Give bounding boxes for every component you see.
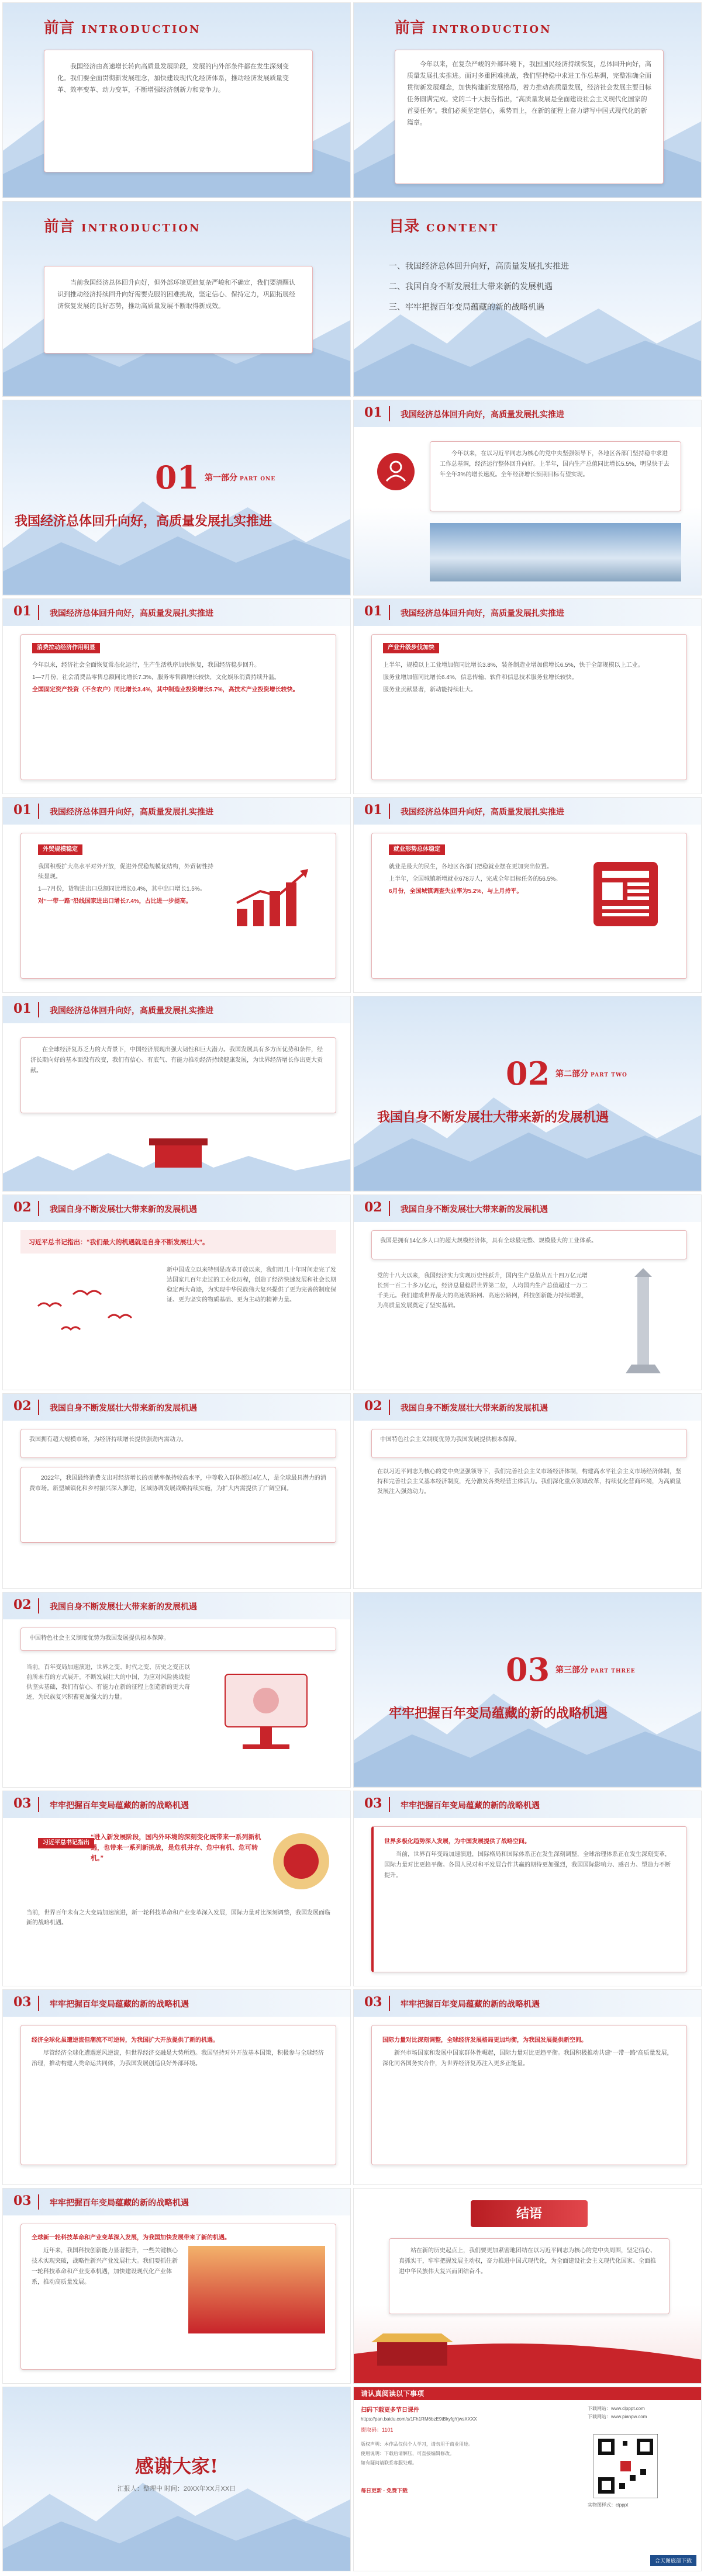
list-item: 6月份，全国城镇调查失业率为5.2%，与上月持平。 (389, 888, 523, 895)
slide-header: 03 牢牢把握百年变局蕴藏的新的战略机遇 (354, 1791, 701, 1818)
content-card (20, 2224, 336, 2370)
content-card (20, 634, 336, 780)
thanks-title: 感谢大家! (134, 2455, 219, 2477)
body-text: 当前，百年变局加速演进，世界之变、时代之变、历史之变正以前所未有的方式展开。不断发展壮大的中国，为应对风险挑战提供坚实基础，我们有信心、有能力在新的征程上创造新的更大奇迹，为民族复兴积蓄更加强大的力量。 (26, 1664, 190, 1701)
document-icon (588, 856, 664, 932)
slide-19[interactable] (2, 1791, 351, 1986)
slide-title: 结语 (516, 2206, 542, 2221)
landscape-photo (430, 523, 681, 581)
body-text: 当前，世界百年未有之大变局加速演进，新一轮科技革命和产业变革深入发展，国际力量对比深刻调整，我国发展面临新的战略机遇。 (26, 1910, 330, 1926)
body-text: 新中国成立以来特别是改革开放以来，我们用几十年时间走完了发达国家几百年走过的工业化历程，创造了经济快速发展和社会长期稳定两大奇迹，为实现中华民族伟大复兴提供了更为完善的制度保证、更为坚实的物质基础、更为主动的精神力量。 (167, 1267, 336, 1303)
title-ribbon (471, 2200, 588, 2227)
slide-header: 03 牢牢把握百年变局蕴藏的新的战略机遇 (3, 1791, 350, 1818)
extract-code: 提取码：1101 (361, 2427, 394, 2433)
slide-11[interactable] (2, 996, 351, 1192)
body-text: 2022年，我国最终消费支出对经济增长的贡献率保持较高水平，中等收入群体超过4亿人，是全球最具潜力的消费市场。新型城镇化和乡村振兴深入推进，区域协调发展战略持续实施，为扩大内需提供了广阔空间。 (29, 1475, 326, 1492)
slide-5[interactable] (2, 400, 351, 595)
list-item: 上半年，全国城镇新增就业678万人，完成全年目标任务的56.5%。 (389, 876, 562, 882)
body-text: 当前，世界百年变局加速演进，国际格局和国际体系正在发生深刻调整，全球治理体系正在发生深刻变革，国际力量对比更趋平衡。各国人民对和平发展合作共赢的期待更加强烈，我国国际影响力、感召力、塑造力不断提升。 (384, 1851, 671, 1879)
download-heading: 扫码下载更多节日课件 (361, 2407, 419, 2414)
slide-header: 01 我国经济总体回升向好，高质量发展扎实推进 (3, 798, 350, 825)
body-text: 今年以来，在以习近平同志为核心的党中央坚强领导下，各地区各部门坚持稳中求进工作总基调，经济运行整体回升向好。上半年，国内生产总值同比增长5.5%，明显快于去年全年3%的增长速度。全年经济增长预期目标有望实现。 (440, 451, 670, 478)
site-list (588, 2405, 647, 2421)
section-title: 我国自身不断发展壮大带来新的发展机遇 (377, 1110, 609, 1125)
tag-label: 产业升级步伐加快 (383, 643, 439, 653)
section-number: 03 (506, 1651, 550, 1688)
quote-banner (20, 1230, 336, 1254)
body-text: 尽管经济全球化遭遇逆风逆流，但世界经济交融是大势所趋。我国坚持对外开放基本国策，积极参与全球经济治理，推动构建人类命运共同体，为我国发展创造良好外部环境。 (32, 2050, 324, 2067)
list-item: 使用说明：下载后请解压，可直接编辑修改。 (361, 2451, 454, 2456)
list-item: 我国积极扩大高水平对外开放，促进外贸稳规模优结构，外贸韧性持续显现。 (38, 864, 213, 880)
content-card (430, 441, 681, 511)
summary-text: 中国特色社会主义制度优势为我国发展提供根本保障。 (380, 1436, 520, 1443)
body-text: 党的十八大以来，我国经济实力实现历史性跃升，国内生产总值从五十四万亿元增长到一百二十多万亿元，经济总量稳居世界第二位，人均国内生产总值超过一万二千美元。我们建成世界最大的高速铁路网、高速公路网，科技创新能力持续增强，为高质量发展奠定了坚实基础。 (377, 1273, 588, 1309)
content-card (20, 1467, 336, 1543)
slide-6[interactable] (353, 400, 702, 595)
tag-label: 消费拉动经济作用明显 (32, 643, 100, 653)
slide-16[interactable] (353, 1393, 702, 1589)
slide-7[interactable] (2, 598, 351, 794)
section-number: 01 (155, 459, 199, 496)
content-card (44, 50, 313, 172)
slide-14[interactable] (353, 1194, 702, 1390)
slide-12[interactable] (353, 996, 702, 1192)
section-title: 牢牢把握百年变局蕴藏的新的战略机遇 (389, 1706, 608, 1721)
toc-item-2[interactable]: 二、我国自身不断发展壮大带来新的发展机遇 (389, 282, 553, 291)
slide-header: 02 我国自身不断发展壮大带来新的发展机遇 (354, 1394, 701, 1421)
bullet-list (383, 660, 675, 697)
body-text: 在以习近平同志为核心的党中央坚强领导下，我们完善社会主义市场经济体制，构建高水平社会主义市场经济体制，坚持和完善社会主义基本经济制度，充分激发各类经营主体活力。我们深化重点领域改革，持续优化营商环境，为高质量发展注入强劲动力。 (377, 1469, 681, 1495)
list-item: 版权声明：本作品仅供个人学习，请勿用于商业用途。 (361, 2442, 473, 2447)
slide-title: 前言 INTRODUCTION (44, 218, 201, 236)
list-item: 上半年，规模以上工业增加值同比增长3.8%，装备制造业增加值增长6.5%，快于全部规模以上工业。 (383, 662, 644, 669)
slide-title: 前言 INTRODUCTION (395, 19, 552, 37)
body-text: 近年来，我国科技创新能力显著提升，一些关键核心技术实现突破，战略性新兴产业发展壮大。我们要抓住新一轮科技革命和产业变革机遇，加快建设现代化产业体系，推动高质量发展。 (32, 2248, 178, 2286)
body-text: 新兴市场国家和发展中国家群体性崛起，国际力量对比更趋平衡。我国积极推动共建“一带一路”高质量发展，深化同各国务实合作，为世界经济复苏注入更多正能量。 (382, 2050, 673, 2067)
slide-10[interactable] (353, 797, 702, 993)
list-item: 如有疑问请联系客服处理。 (361, 2460, 417, 2466)
slide-4[interactable] (353, 201, 702, 397)
notice-title: 请认真阅读以下事项 (361, 2390, 425, 2398)
slide-header: 01 我国经济总体回升向好，高质量发展扎实推进 (354, 798, 701, 825)
slide-header: 01 我国经济总体回升向好，高质量发展扎实推进 (354, 599, 701, 626)
bullet-list (38, 862, 213, 909)
quote-text: 习近平总书记指出：“我们最大的机遇就是自身不断发展壮大”。 (29, 1239, 209, 1246)
growth-chart-icon (231, 862, 319, 932)
body-text: 站在新的历史起点上，我们要更加紧密地团结在以习近平同志为核心的党中央周围，坚定信心、真抓实干，牢牢把握发展主动权，奋力推进中国式现代化，为全面建设社会主义现代化国家、全面推进中华民族伟大复兴而团结奋斗。 (399, 2248, 656, 2275)
monument-illustration (605, 1265, 681, 1376)
slide-1[interactable] (2, 2, 351, 198)
list-item: 就业是最大的民生，各地区各部门把稳就业摆在更加突出位置。 (389, 864, 553, 870)
qr-caption: 实物图样式：clpppt (588, 2502, 629, 2508)
slide-2[interactable] (353, 2, 702, 198)
content-card (395, 50, 664, 184)
notice-header (354, 2387, 701, 2400)
mountain-bg (354, 279, 701, 396)
slide-17[interactable] (2, 1592, 351, 1788)
site-link[interactable]: 下载网站：www.pianpw.com (588, 2414, 647, 2419)
content-card (371, 1826, 687, 1972)
slide-15[interactable] (2, 1393, 351, 1589)
section-part: 第三部分 PART THREE (555, 1666, 636, 1675)
slide-title: 目录 CONTENT (389, 218, 499, 236)
slide-26[interactable] (353, 2387, 702, 2571)
user-icon (377, 453, 415, 490)
toc-item-1[interactable]: 一、我国经济总体回升向好，高质量发展扎实推进 (389, 261, 569, 271)
list-item: 服务业贡献显著，新动能持续壮大。 (383, 687, 477, 693)
list-item: 今年以来，经济社会全面恢复常态化运行，生产生活秩序加快恢复，我国经济稳步回升。 (32, 662, 260, 669)
quote-text: “进入新发展阶段，国内外环境的深刻变化既带来一系列新机遇，也带来一系列新挑战，是危机并存、危中有机、危可转机。” (91, 1834, 261, 1862)
slide-header: 03 牢牢把握百年变局蕴藏的新的战略机遇 (354, 1990, 701, 2017)
city-skyline (3, 1121, 351, 1191)
content-card (389, 2238, 670, 2314)
birds-illustration (26, 1271, 155, 1359)
section-title: 我国经济总体回升向好，高质量发展扎实推进 (15, 514, 272, 529)
summary-card (20, 1628, 336, 1651)
summary-card (371, 1429, 687, 1458)
emblem-illustration (266, 1826, 336, 1896)
download-badge[interactable]: 合天图底部下载 (650, 2555, 696, 2566)
bullet-list (389, 862, 564, 899)
slide-title: 前言 INTRODUCTION (44, 19, 201, 37)
summary-text: 中国特色社会主义制度优势为我国发展提供根本保障。 (29, 1635, 170, 1642)
tag-label: 习近平总书记指出 (38, 1838, 94, 1848)
point-heading: 经济全球化虽遭逆流但潮流不可逆转，为我国扩大开放提供了新的机遇。 (32, 2037, 219, 2044)
slide-20[interactable] (353, 1791, 702, 1986)
section-part: 第二部分 PART TWO (555, 1069, 627, 1079)
slide-header: 02 我国自身不断发展壮大带来新的发展机遇 (3, 1195, 350, 1222)
list-item: 对“一带一路”沿线国家进出口增长7.4%，占比进一步提高。 (38, 898, 192, 905)
summary-card (371, 1230, 687, 1259)
list-item: 全国固定资产投资（不含农户）同比增长3.4%，其中制造业投资增长5.7%，高技术产业投资增长较快。 (32, 687, 299, 693)
slide-header: 02 我国自身不断发展壮大带来新的发展机遇 (354, 1195, 701, 1222)
download-link[interactable]: https://pan.baidu.com/s/1Fh1RM6bzE9tBkyfgYjwsXXXX (361, 2416, 477, 2422)
slide-24[interactable] (353, 2188, 702, 2384)
body-text: 今年以来，在复杂严峻的外部环境下，我国国民经济持续恢复，总体回升向好，高质量发展扎实推进。面对多重困难挑战，我们坚持稳中求进工作总基调，完整准确全面贯彻新发展理念，加快构建新发展格局，着力推动高质量发展，经济社会发展主要目标任务圆满完成。党的二十大报告指出，“高质量发展是全面建设社会主义现代化国家的首要任务”。我们必须坚定信心，乘势而上，在新的征程上奋力谱写中国式现代化的新篇章。 (407, 61, 651, 126)
slide-23[interactable] (2, 2188, 351, 2384)
content-card (20, 1037, 336, 1113)
toc-item-3[interactable]: 三、牢牢把握百年变局蕴藏的新的战略机遇 (389, 302, 544, 311)
slide-header: 01 我国经济总体回升向好，高质量发展扎实推进 (3, 996, 350, 1023)
presentation-illustration (202, 1663, 330, 1762)
summary-text: 我国拥有超大规模市场，为经济持续增长提供强劲内需动力。 (29, 1436, 187, 1443)
list-item: 1—7月份，货物进出口总额同比增长0.4%，其中出口增长1.5%。 (38, 886, 206, 892)
content-card (20, 2025, 336, 2165)
slide-21[interactable] (2, 1989, 351, 2185)
slide-13[interactable] (2, 1194, 351, 1390)
slide-25[interactable] (2, 2387, 351, 2571)
body-text: 在全球经济复苏乏力的大背景下，中国经济展现出强大韧性和巨大潜力。我国发展具有多方面优势和条件，经济长期向好的基本面没有改变，我们有信心、有底气、有能力推动经济持续健康发展，为世界经济增长作出更大贡献。 (30, 1047, 323, 1074)
section-part: 第一部分 PART ONE (205, 473, 276, 483)
summary-card (20, 1429, 336, 1458)
bullet-list (32, 660, 325, 697)
point-heading: 全球新一轮科技革命和产业变革深入发展，为我国加快发展带来了新的机遇。 (32, 2235, 230, 2241)
slide-header: 01 我国经济总体回升向好，高质量发展扎实推进 (354, 400, 701, 427)
notes-list (361, 2440, 571, 2468)
body-text: 当前我国经济总体回升向好，但外部环境更趋复杂严峻和不确定，我们要清醒认识到推动经济持续回升向好需要克服的困难挑战，坚定信心、保持定力，巩固拓展经济恢复发展的良好态势，推动高质量发展不断取得新成效。 (57, 279, 295, 310)
slide-3[interactable] (2, 201, 351, 397)
slide-8[interactable] (353, 598, 702, 794)
slide-header: 01 我国经济总体回升向好，高质量发展扎实推进 (3, 599, 350, 626)
slide-18[interactable] (353, 1592, 702, 1788)
tag-label: 外贸规模稳定 (38, 844, 82, 855)
slide-header: 02 我国自身不断发展壮大带来新的发展机遇 (3, 1592, 350, 1619)
presenter-info: 汇报人：整理中 时间：20XX年XX月XX日 (117, 2485, 236, 2492)
content-card (44, 266, 313, 354)
footer-note: 每日更新 · 免费下载 (361, 2488, 408, 2494)
content-card (371, 2025, 687, 2165)
body-text: 我国经济由高速增长转向高质量发展阶段，发展的内外部条件都在发生深刻变化。我们要全面贯彻新发展理念，加快建设现代化经济体系，推动经济发展质量变革、效率变革、动力变革，不断增强经济创新力和竞争力。 (57, 63, 289, 94)
content-card (371, 634, 687, 780)
slide-header: 03 牢牢把握百年变局蕴藏的新的战略机遇 (3, 2189, 350, 2215)
sunset-photo (188, 2246, 325, 2333)
slide-header: 03 牢牢把握百年变局蕴藏的新的战略机遇 (3, 1990, 350, 2017)
tiananmen-illustration (354, 2319, 702, 2383)
section-number: 02 (506, 1055, 550, 1092)
tag-label: 就业形势总体稳定 (389, 844, 445, 855)
list-item: 服务业增加值同比增长6.4%，信息传输、软件和信息技术服务业增长较快。 (383, 674, 578, 681)
slide-22[interactable] (353, 1989, 702, 2185)
summary-text: 我国是拥有14亿多人口的超大规模经济体，具有全球最完整、规模最大的工业体系。 (380, 1238, 598, 1244)
point-heading: 世界多极化趋势深入发展，为中国发展提供了战略空间。 (384, 1838, 530, 1845)
slide-header: 02 我国自身不断发展壮大带来新的发展机遇 (3, 1394, 350, 1421)
site-link[interactable]: 下载网站：www.clpppt.com (588, 2406, 645, 2411)
qr-code-icon[interactable] (593, 2434, 658, 2498)
slide-9[interactable] (2, 797, 351, 993)
point-heading: 国际力量对比深刻调整，全球经济发展格局更加均衡，为我国发展提供新空间。 (382, 2037, 587, 2044)
list-item: 1—7月份，社会消费品零售总额同比增长7.3%，服务零售额增长较快，文化娱乐消费持续升温。 (32, 674, 280, 681)
